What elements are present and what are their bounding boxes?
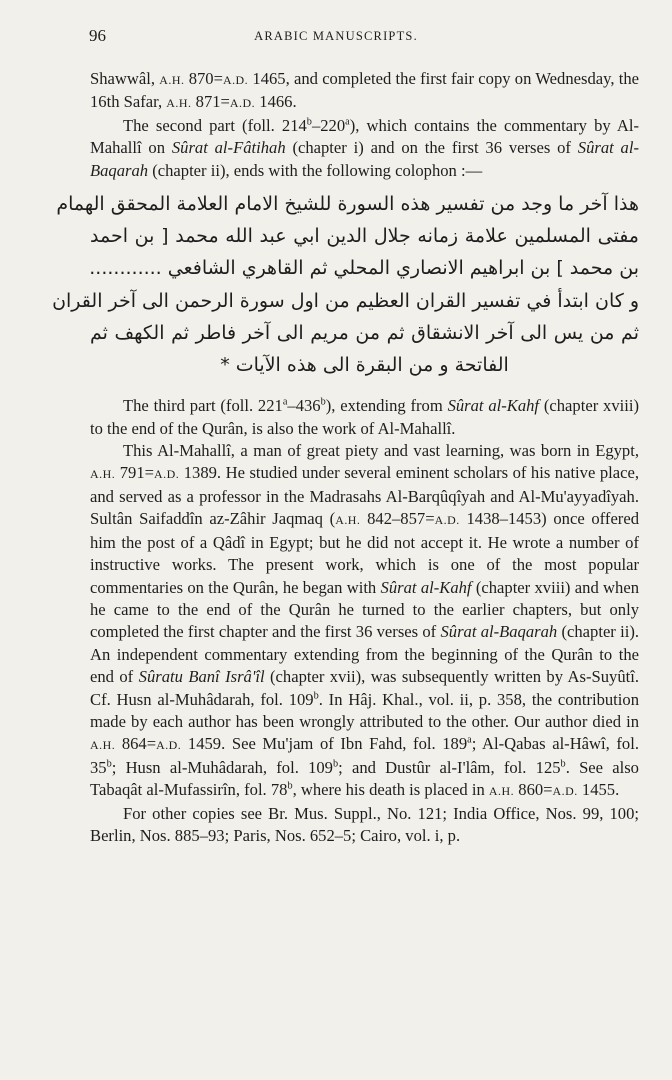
- paragraph-second-part: The second part (foll. 214$^b$–220$^a$), which contains the commentary by Al-Mahallî on Sûrat al-Fâtihah (chapter i) and on the first 36 verses of Sûrat al-Baqarah (chapter ii), ends with the following colophon :—: [90, 115, 639, 180]
- paragraph-shawwal: Shawwâl, A.H. 870=A.D. 1465, and completed the first fair copy on Wednesday, the 16th Safar, A.H. 871=A.D. 1466.: [90, 69, 639, 112]
- colophon-line: هذا آخر ما وجد من تفسير هذه السورة للشيخ الامام العلامة المحقق الهمام: [56, 193, 639, 216]
- colophon-line: بن محمد ] بن ابراهيم الانصاري المحلي ثم القاهري الشافعي ............: [89, 257, 639, 280]
- paragraph-al-mahalli: This Al-Mahallî, a man of great piety and vast learning, was born in Egypt, A.H. 791=A.D. 1389. He studied under several eminent scholars of his native place, and served as a professor in the Madrasahs Al-Barqûqîyah and Al-Mu'ayyadîyah. Sultân Saifaddîn az-Zâhir Jaqmaq (A.H. 842–857=A.D. 1438–1453) once offered him the post of a Qâdî in Egypt; but he did not accept it. He wrote a number of instructive works. The present work, which is one of the most popular commentaries on the Qurân, he began with Sûrat al-Kahf (chapter xviii) and when he came to the end of the Qurân he turned to the earlier chapters, but only completed the first chapter and the first 36 verses of Sûrat al-Baqarah (chapter ii). An independent commentary extending from the beginning of the Qurân to the end of Sûratu Banî Isrâ'îl (chapter xvii), was subsequently written by As-Suyûtî. Cf. Husn al-Muhâdarah, fol. 109$^b$. In Hâj. Khal., vol. ii, p. 358, the contribution made by each author has been wrongly attributed to the other. Our author died in A.H. 864=A.D. 1459. See Mu'jam of Ibn Fahd, fol. 189$^a$; Al-Qabas al-Hâwî, fol. 35$^b$; Husn al-Muhâdarah, fol. 109$^b$; and Dustûr al-I'lâm, fol. 125$^b$. See also Tabaqât al-Mufassirîn, fol. 78$^b$, where his death is placed in A.H. 860=A.D. 1455.: [90, 441, 640, 800]
- page-number: 96: [89, 26, 106, 45]
- page-header: [0, 26, 672, 52]
- colophon-line: و كان ابتدأ في تفسير القران العظيم من اول سورة الرحمن الى آخر القران: [52, 289, 639, 312]
- paragraph-other-copies: For other copies see Br. Mus. Suppl., No. 121; India Office, Nos. 99, 100; Berlin, Nos. 885–93; Paris, Nos. 652–5; Cairo, vol. i, p.: [90, 803, 639, 845]
- colophon-line: ثم من يس الى آخر الانشقاق ثم من مريم الى آخر فاطر ثم الكهف ثم: [90, 321, 639, 344]
- colophon-line: الفاتحة و من البقرة الى هذه الآيات *: [220, 354, 509, 377]
- page-body: [52, 68, 640, 847]
- colophon-line: مفتى المسلمين علامة زمانه جلال الدين ابي عبد الله محمد [ بن احمد: [90, 225, 639, 248]
- paragraph-third-part: The third part (foll. 221$^a$–436$^b$), extending from Sûrat al-Kahf (chapter xviii) to the end of the Qurân, is also the work of Al-Mahallî.: [90, 396, 639, 438]
- running-head: ARABIC MANUSCRIPTS.: [254, 29, 418, 43]
- arabic-colophon: [52, 188, 639, 381]
